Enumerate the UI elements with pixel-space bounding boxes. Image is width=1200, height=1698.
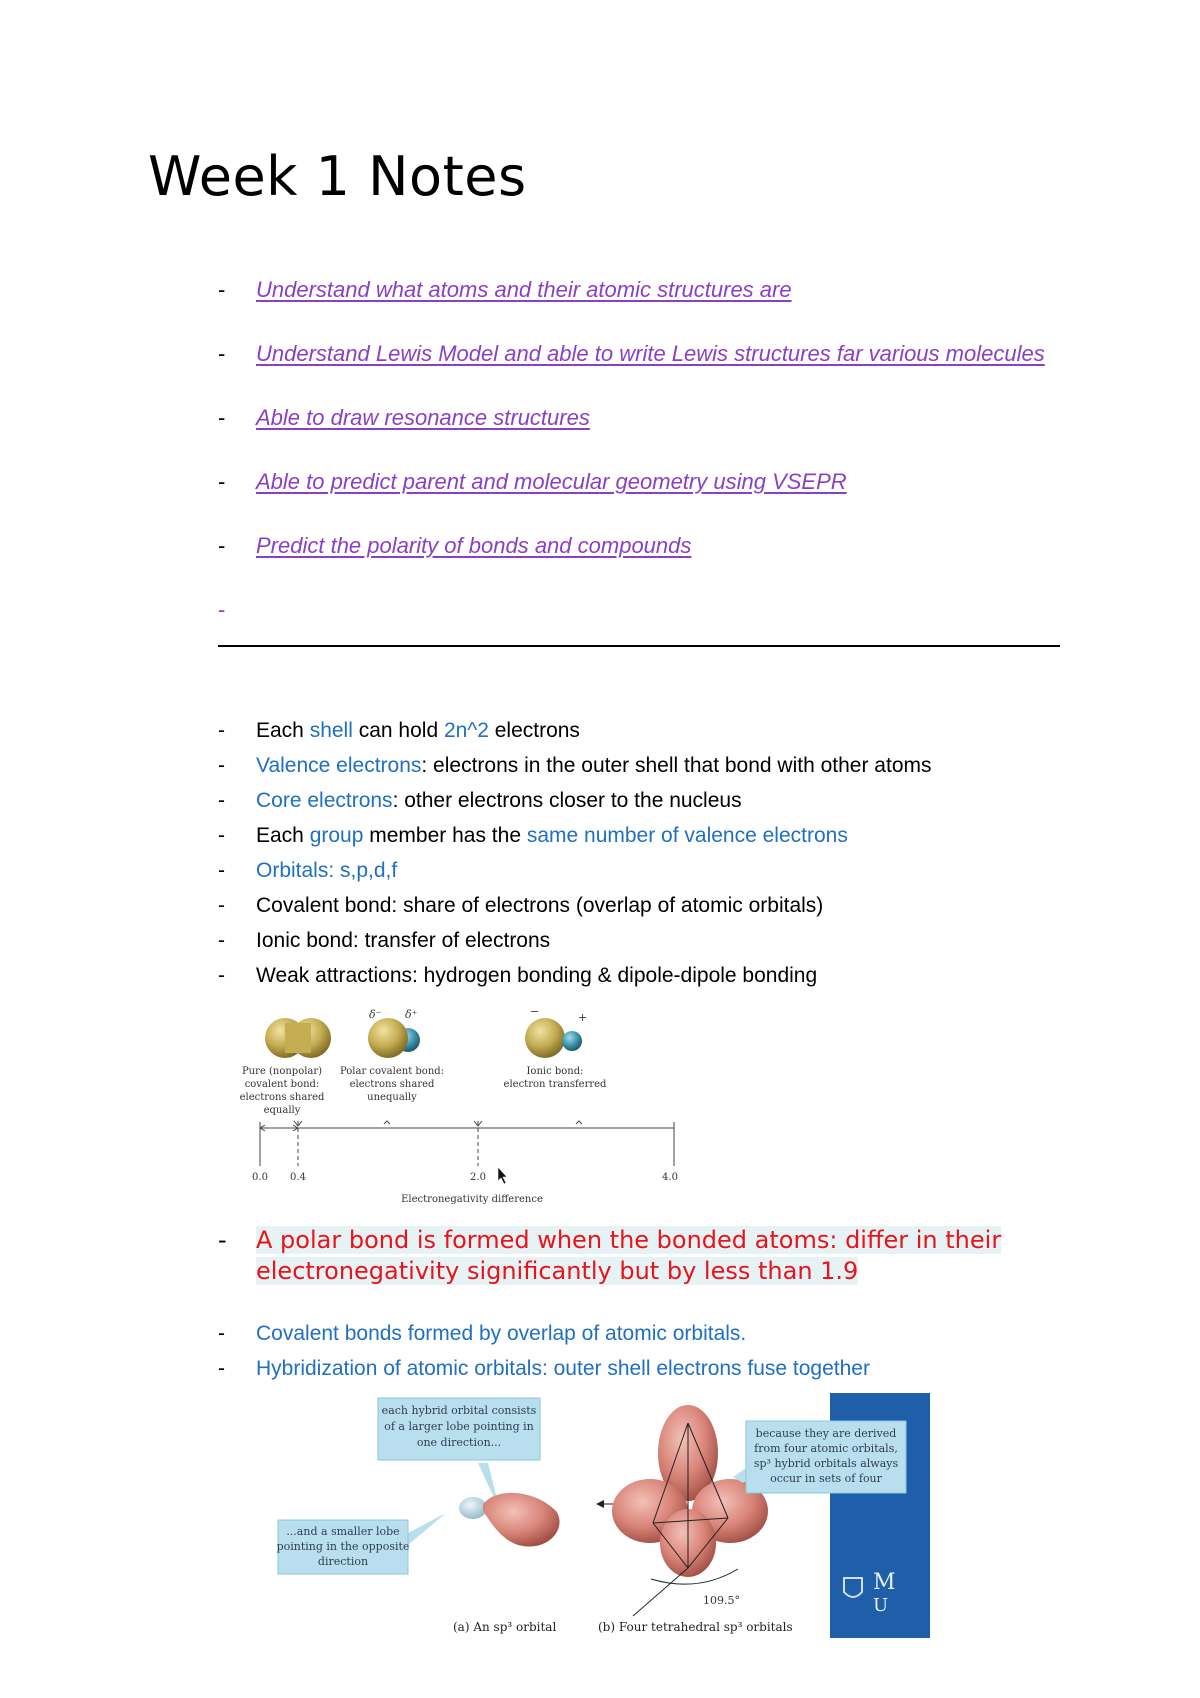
bullet-dash: -: [218, 277, 226, 302]
callout-top-line: one direction...: [416, 1436, 502, 1449]
bullet-dash: -: [218, 469, 226, 494]
axis-tick: 0.4: [290, 1172, 306, 1183]
label-ionic: electron transferred: [503, 1079, 607, 1090]
callout-top-line: of a larger lobe pointing in: [384, 1420, 534, 1433]
goal-item[interactable]: [218, 403, 1058, 433]
fact-text: Hybridization of atomic orbitals: outer shell electrons fuse together: [256, 1357, 870, 1380]
goal-link-vsepr[interactable]: Able to predict parent and molecular geometry using VSEPR: [256, 469, 847, 494]
fact-covalent: [218, 888, 1058, 923]
fact-text: Ionic bond: transfer of electrons: [256, 929, 551, 952]
fact-term: Valence electrons: [256, 754, 422, 777]
bullet-dash: -: [218, 1226, 227, 1254]
fact-text: Covalent bond: share of electrons (overlap of atomic orbitals): [256, 894, 824, 917]
fact-text: Covalent bonds formed by overlap of atomic orbitals.: [256, 1322, 747, 1345]
angle-label: 109.5°: [703, 1594, 740, 1607]
fact-hybridization: [218, 1351, 1058, 1386]
callout-right-line: occur in sets of four: [770, 1472, 882, 1485]
fact-text: member has the: [363, 824, 527, 847]
bullet-dash: -: [218, 1357, 225, 1380]
plus-label: +: [578, 1011, 588, 1024]
callout-right-line: because they are derived: [755, 1427, 897, 1440]
fact-text: electrons: [488, 719, 580, 742]
label-polar: unequally: [367, 1092, 417, 1103]
learning-goals-list: [218, 275, 1058, 622]
label-pure: electrons shared: [239, 1092, 325, 1103]
bullet-dash: -: [218, 719, 225, 742]
bullet-dash: -: [218, 754, 225, 777]
electronegativity-axis: [260, 1121, 674, 1166]
fact-term: group: [309, 824, 364, 847]
goal-item[interactable]: [218, 275, 1058, 305]
page-title: Week 1 Notes: [148, 145, 527, 208]
caption-b: (b) Four tetrahedral sp³ orbitals: [598, 1620, 793, 1634]
bullet-dash: -: [218, 824, 225, 847]
ionic-molecule: [525, 1005, 587, 1058]
label-polar: electrons shared: [349, 1079, 435, 1090]
bullet-dash: -: [218, 405, 226, 430]
bullet-dash: -: [218, 533, 226, 558]
delta-plus-label: δ⁺: [405, 1008, 418, 1021]
callout-top-line: each hybrid orbital consists: [381, 1404, 537, 1417]
logo-letter: U: [873, 1595, 889, 1616]
goal-item[interactable]: [218, 467, 1058, 497]
bullet-dash: -: [218, 859, 225, 882]
bullet-dash: -: [218, 929, 225, 952]
fact-overlap: [218, 1316, 1058, 1351]
bullet-dash: -: [218, 789, 225, 812]
sp3-orbital: [459, 1493, 560, 1547]
logo-letter: M: [873, 1570, 896, 1595]
goal-item[interactable]: [218, 531, 1058, 561]
callout-left-line: ...and a smaller lobe: [286, 1525, 400, 1538]
fact-term: shell: [309, 719, 353, 742]
label-pure: covalent bond:: [244, 1079, 320, 1090]
bullet-dash: -: [218, 597, 226, 622]
caption-a: (a) An sp³ orbital: [453, 1620, 557, 1634]
nonpolar-molecule: [265, 1018, 331, 1058]
axis-tick: 0.0: [252, 1172, 268, 1183]
bullet-dash: -: [218, 341, 226, 366]
facts-list: [218, 713, 1058, 993]
delta-minus-label: δ⁻: [369, 1008, 382, 1021]
fact-text: : other electrons closer to the nucleus: [392, 789, 742, 812]
fact-weak: [218, 958, 1058, 993]
polar-molecule: [368, 1008, 420, 1058]
mouse-cursor-icon: [498, 1167, 507, 1184]
axis-tick: 4.0: [662, 1172, 678, 1183]
fact-text: can hold: [352, 719, 444, 742]
horizontal-rule: [218, 645, 1060, 647]
callout-left: [277, 1513, 446, 1574]
bullet-dash: -: [218, 964, 225, 987]
polar-bond-note: [218, 1225, 1076, 1287]
label-ionic: Ionic bond:: [526, 1066, 584, 1077]
goal-link-resonance[interactable]: Able to draw resonance structures: [256, 405, 590, 430]
fact-core: [218, 783, 1058, 818]
callout-left-line: pointing in the opposite: [276, 1540, 410, 1553]
callout-right-line: sp³ hybrid orbitals always: [753, 1457, 899, 1470]
fact-term: 2n^2: [443, 719, 489, 742]
goal-link-atoms[interactable]: Understand what atoms and their atomic structures are: [256, 277, 792, 302]
fact-shell: [218, 713, 1058, 748]
label-pure: equally: [263, 1105, 301, 1116]
fact-group: [218, 818, 1058, 853]
fact-valence: [218, 748, 1058, 783]
label-pure: Pure (nonpolar): [241, 1066, 323, 1077]
bullet-dash: -: [218, 1322, 225, 1345]
label-polar: Polar covalent bond:: [339, 1066, 445, 1077]
axis-label: Electronegativity difference: [401, 1194, 543, 1205]
fact-text: Weak attractions: hydrogen bonding & dipole-dipole bonding: [256, 964, 818, 987]
tetrahedral-orbitals: [596, 1405, 768, 1616]
fact-term: Core electrons: [256, 789, 393, 812]
fact-term: Orbitals: s,p,d,f: [256, 859, 398, 882]
fact-text: Each: [256, 824, 310, 847]
bond-types-figure: [239, 1003, 688, 1208]
callout-right: [733, 1421, 906, 1493]
goal-link-polarity[interactable]: Predict the polarity of bonds and compounds: [256, 533, 692, 558]
fact-text: : electrons in the outer shell that bond with other atoms: [421, 754, 932, 777]
orbital-facts-list: [218, 1316, 1058, 1386]
callout-right-line: from four atomic orbitals,: [754, 1442, 898, 1455]
sp3-orbital-figure: [268, 1393, 930, 1638]
fact-ionic: [218, 923, 1058, 958]
axis-tick: 2.0: [470, 1172, 486, 1183]
fact-term: same number of valence electrons: [526, 824, 848, 847]
bullet-dash: -: [218, 894, 225, 917]
callout-left-line: direction: [317, 1555, 369, 1568]
minus-label: −: [530, 1005, 540, 1018]
fact-orbitals: [218, 853, 1058, 888]
goal-item[interactable]: [218, 339, 1058, 369]
fact-text: Each: [256, 719, 310, 742]
polar-bond-text: A polar bond is formed when the bonded atoms: differ in their electronegativity significantly but by less than 1.9: [256, 1226, 1002, 1285]
goal-link-lewis[interactable]: Understand Lewis Model and able to write Lewis structures far various molecules: [256, 341, 1045, 366]
